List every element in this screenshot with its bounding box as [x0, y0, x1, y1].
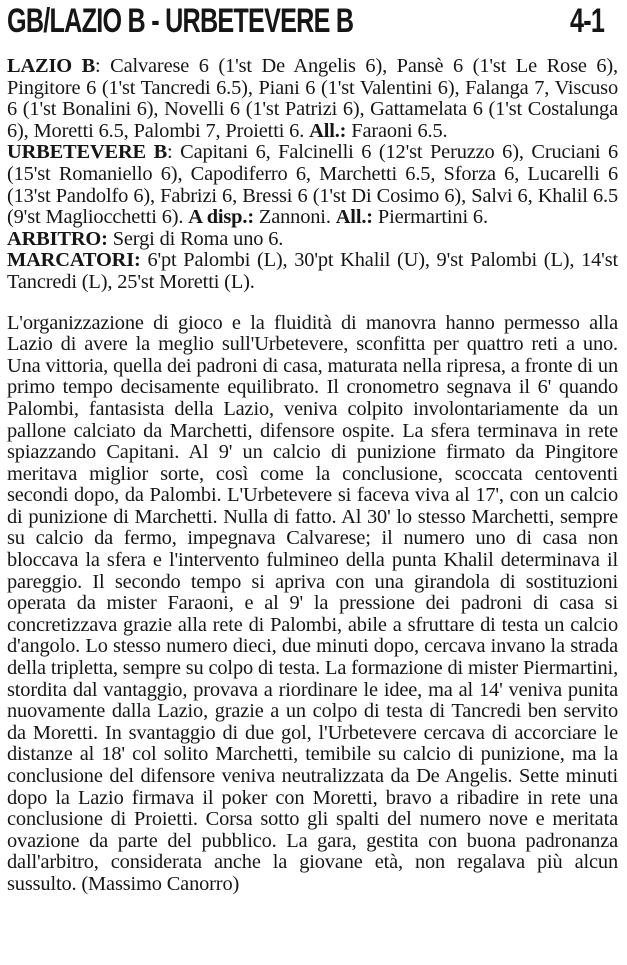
- scorers-line: [7, 250, 618, 293]
- referee-value: Sergi di Roma uno 6.: [112, 227, 284, 250]
- match-score: 4-1: [569, 2, 604, 40]
- team-a-separator: :: [95, 55, 101, 77]
- referee-label: ARBITRO:: [7, 227, 108, 250]
- team-a-lineup: [7, 56, 618, 142]
- team-a-coach-label: All.:: [309, 119, 347, 142]
- team-b-name: URBETEVERE B: [7, 141, 168, 164]
- match-title: GB/LAZIO B - URBETEVERE B: [7, 2, 354, 40]
- article-text: L'organizzazione di gioco e la fluidità di manovra hanno permesso alla Lazio di avere la meglio sull'Urbetevere, sconfitta per quattro reti a uno. Una vittoria, quella dei padroni di casa, maturata nella ripresa, a fronte di un primo tempo decisamente equilibrato. Il cronometro segnava il 6' quando Palombi, fantasista della Lazio, veniva colpito involontariamente da un pallone calciato da Marchetti, difensore ospite. La sfera terminava in rete spiazzando Capitani. Al 9' un calcio di punizione firmato da Pingitore meritava miglior sorte, così come la conclusione, scoccata centoventi secondi dopo, da Palombi. L'Urbetevere si faceva viva al 17', con un calcio di punizione di Marchetti. Nulla di fatto. Al 30' lo stesso Marchetti, sempre su calcio da fermo, impegnava Calvarese; il numero uno di casa non bloccava la sfera e l'intervento fulmineo della punta Khalil determinava il pareggio. Il secondo tempo si apriva con una girandola di sostituzioni operata da mister Faraoni, e al 9' la pressione dei padroni di casa si concretizzava grazie alla rete di Palombi, abile a sfruttare di testa un calcio d'angolo. Lo stesso numero dieci, due minuti dopo, cercava invano la strada della tripletta, sempre su colpo di testa. La formazione di mister Piermartini, stordita dal vantaggio, provava a riordinare le idee, ma al 14' veniva punita nuovamente dalla Lazio, grazie a un colpo di testa di Tancredi ben servito da Moretti. In svantaggio di due gol, l'Urbetevere cercava di accorciare le distanze al 18' col solito Marchetti, temibile su calcio di punizione, ma la conclusione del difensore veniva neutralizzata da De Angelis. Sette minuti dopo la Lazio firmava il poker con Moretti, bravo a ribadire in rete una conclusione di Proietti. Corsa sotto gli spalti del numero nove e meritata ovazione da parte del pubblico. La gara, gestita con buona padronanza dall'arbitro, considerata anche la giovane età, non regalava più alcun sussulto. (Massimo Canorro): [7, 311, 619, 895]
- referee-line: [7, 229, 618, 251]
- team-b-coach-label: All.:: [335, 206, 373, 229]
- team-b-subs: Zannoni.: [258, 206, 331, 229]
- team-a-players: Calvarese 6 (1'st De Angelis 6), Pansè 6 (1'st Le Rose 6), Pingitore 6 (1'st Tancredi 6.5), Piani 6 (1'st Valentini 6), Falanga 7, Viscuso 6 (1'st Bonalini 6), Novelli 6 (1'st Patrizi 6), Gattamelata 6 (1'st Costalunga 6), Moretti 6.5, Palombi 7, Proietti 6.: [7, 55, 618, 142]
- lineups-box: [7, 56, 618, 294]
- team-b-lineup: [7, 142, 618, 228]
- match-headline: [7, 0, 618, 46]
- team-b-separator: :: [167, 141, 173, 164]
- article-body: [7, 313, 618, 896]
- team-a-coach: Faraoni 6.5.: [351, 119, 448, 142]
- team-b-players: Capitani 6, Falcinelli 6 (12'st Peruzzo 6), Cruciani 6 (15'st Romaniello 6), Capodiferro 6, Marchetti 6.5, Sforza 6, Lucarelli 6 (13'st Pandolfo 6), Fabrizi 6, Bressi 6 (1'st Di Cosimo 6), Salvi 6, Khalil 6.5 (9'st Magliocchetti 6).: [7, 141, 619, 229]
- team-b-subs-label: A disp.:: [188, 206, 254, 229]
- team-a-name: LAZIO B: [7, 55, 96, 77]
- scorers-label: MARCATORI:: [7, 249, 141, 272]
- scorers-value: 6'pt Palombi (L), 30'pt Khalil (U), 9'st Palombi (L), 14'st Tancredi (L), 25'st Moretti (L).: [7, 249, 618, 293]
- team-b-coach: Piermartini 6.: [377, 206, 488, 229]
